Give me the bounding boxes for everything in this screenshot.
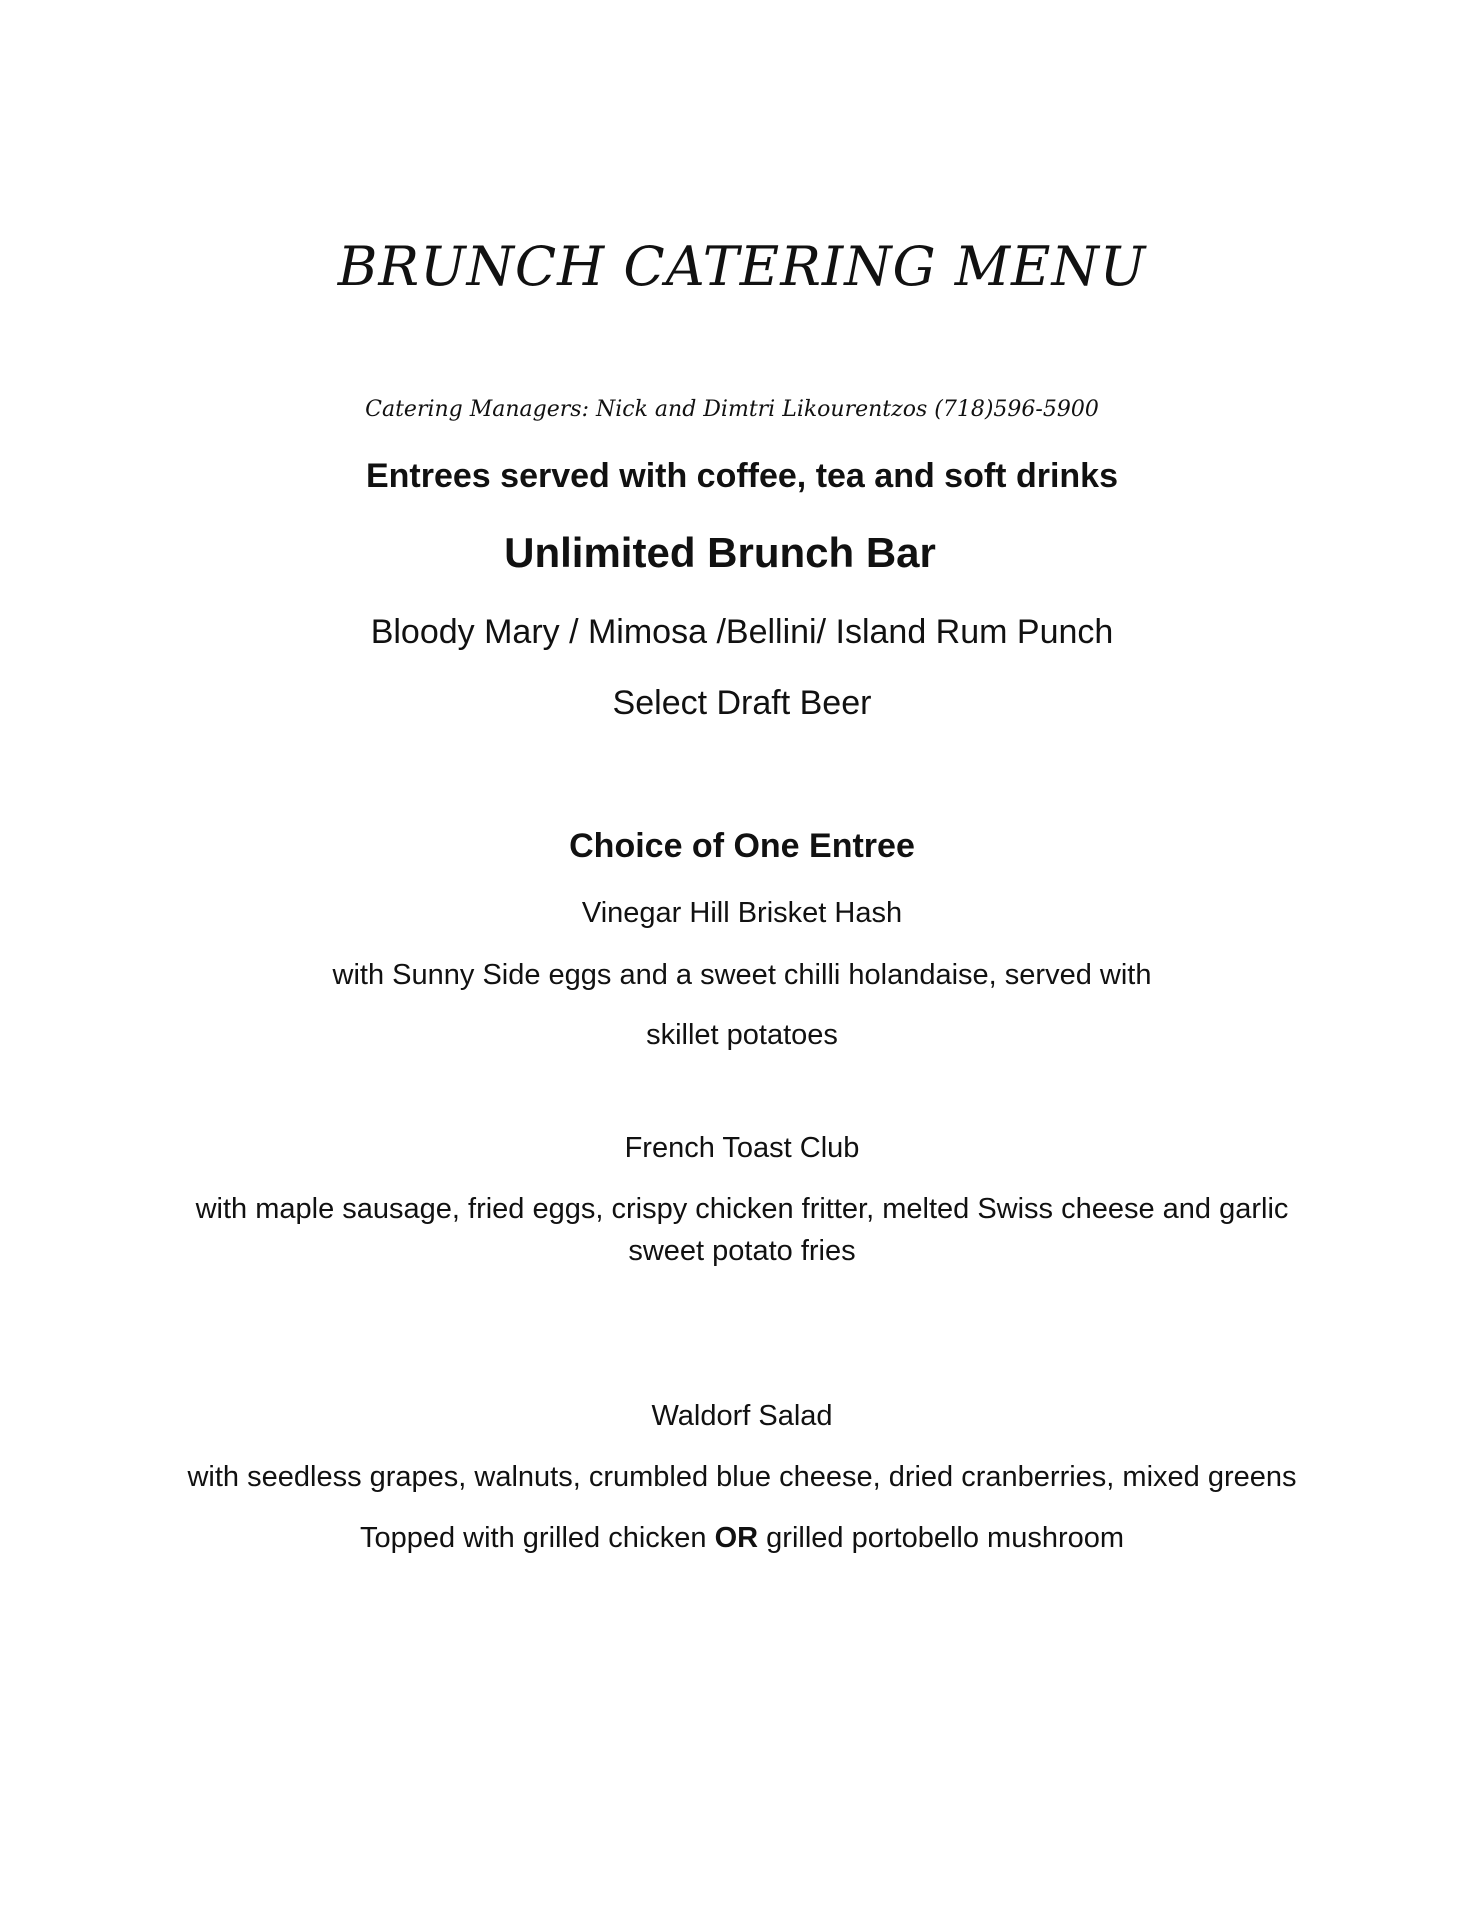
entree-name: Vinegar Hill Brisket Hash: [581, 897, 903, 929]
brunch-bar-heading: Unlimited Brunch Bar: [504, 529, 936, 576]
brunch-bar-drinks: Bloody Mary / Mimosa /Bellini/ Island Rum Punch: [370, 613, 1114, 651]
entree-description: skillet potatoes: [646, 1019, 838, 1051]
entree-description: with seedless grapes, walnuts, crumbled blue cheese, dried cranberries, mixed greens: [187, 1461, 1297, 1493]
entree-description: sweet potato fries: [628, 1235, 856, 1267]
menu-title: BRUNCH CATERING MENU: [337, 235, 1147, 298]
catering-managers-contact: Catering Managers: Nick and Dimtri Likourentzos (718)596-5900: [365, 397, 1099, 422]
entree-name: Waldorf Salad: [651, 1400, 833, 1432]
entree-description: with Sunny Side eggs and a sweet chilli holandaise, served with: [332, 959, 1152, 991]
brunch-bar-beer: Select Draft Beer: [612, 684, 872, 722]
topping-or-emphasis: OR: [714, 1522, 759, 1554]
served-with-note: Entrees served with coffee, tea and soft drinks: [365, 457, 1118, 495]
topping-text-post: grilled portobello mushroom: [758, 1522, 1125, 1554]
topping-text-pre: Topped with grilled chicken: [359, 1522, 715, 1554]
entree-description: with maple sausage, fried eggs, crispy chicken fritter, melted Swiss cheese and garlic: [195, 1193, 1289, 1225]
entree-topping-options: [0, 1524, 1484, 1553]
entree-section-heading: Choice of One Entree: [569, 827, 915, 865]
entree-name: French Toast Club: [624, 1132, 860, 1164]
